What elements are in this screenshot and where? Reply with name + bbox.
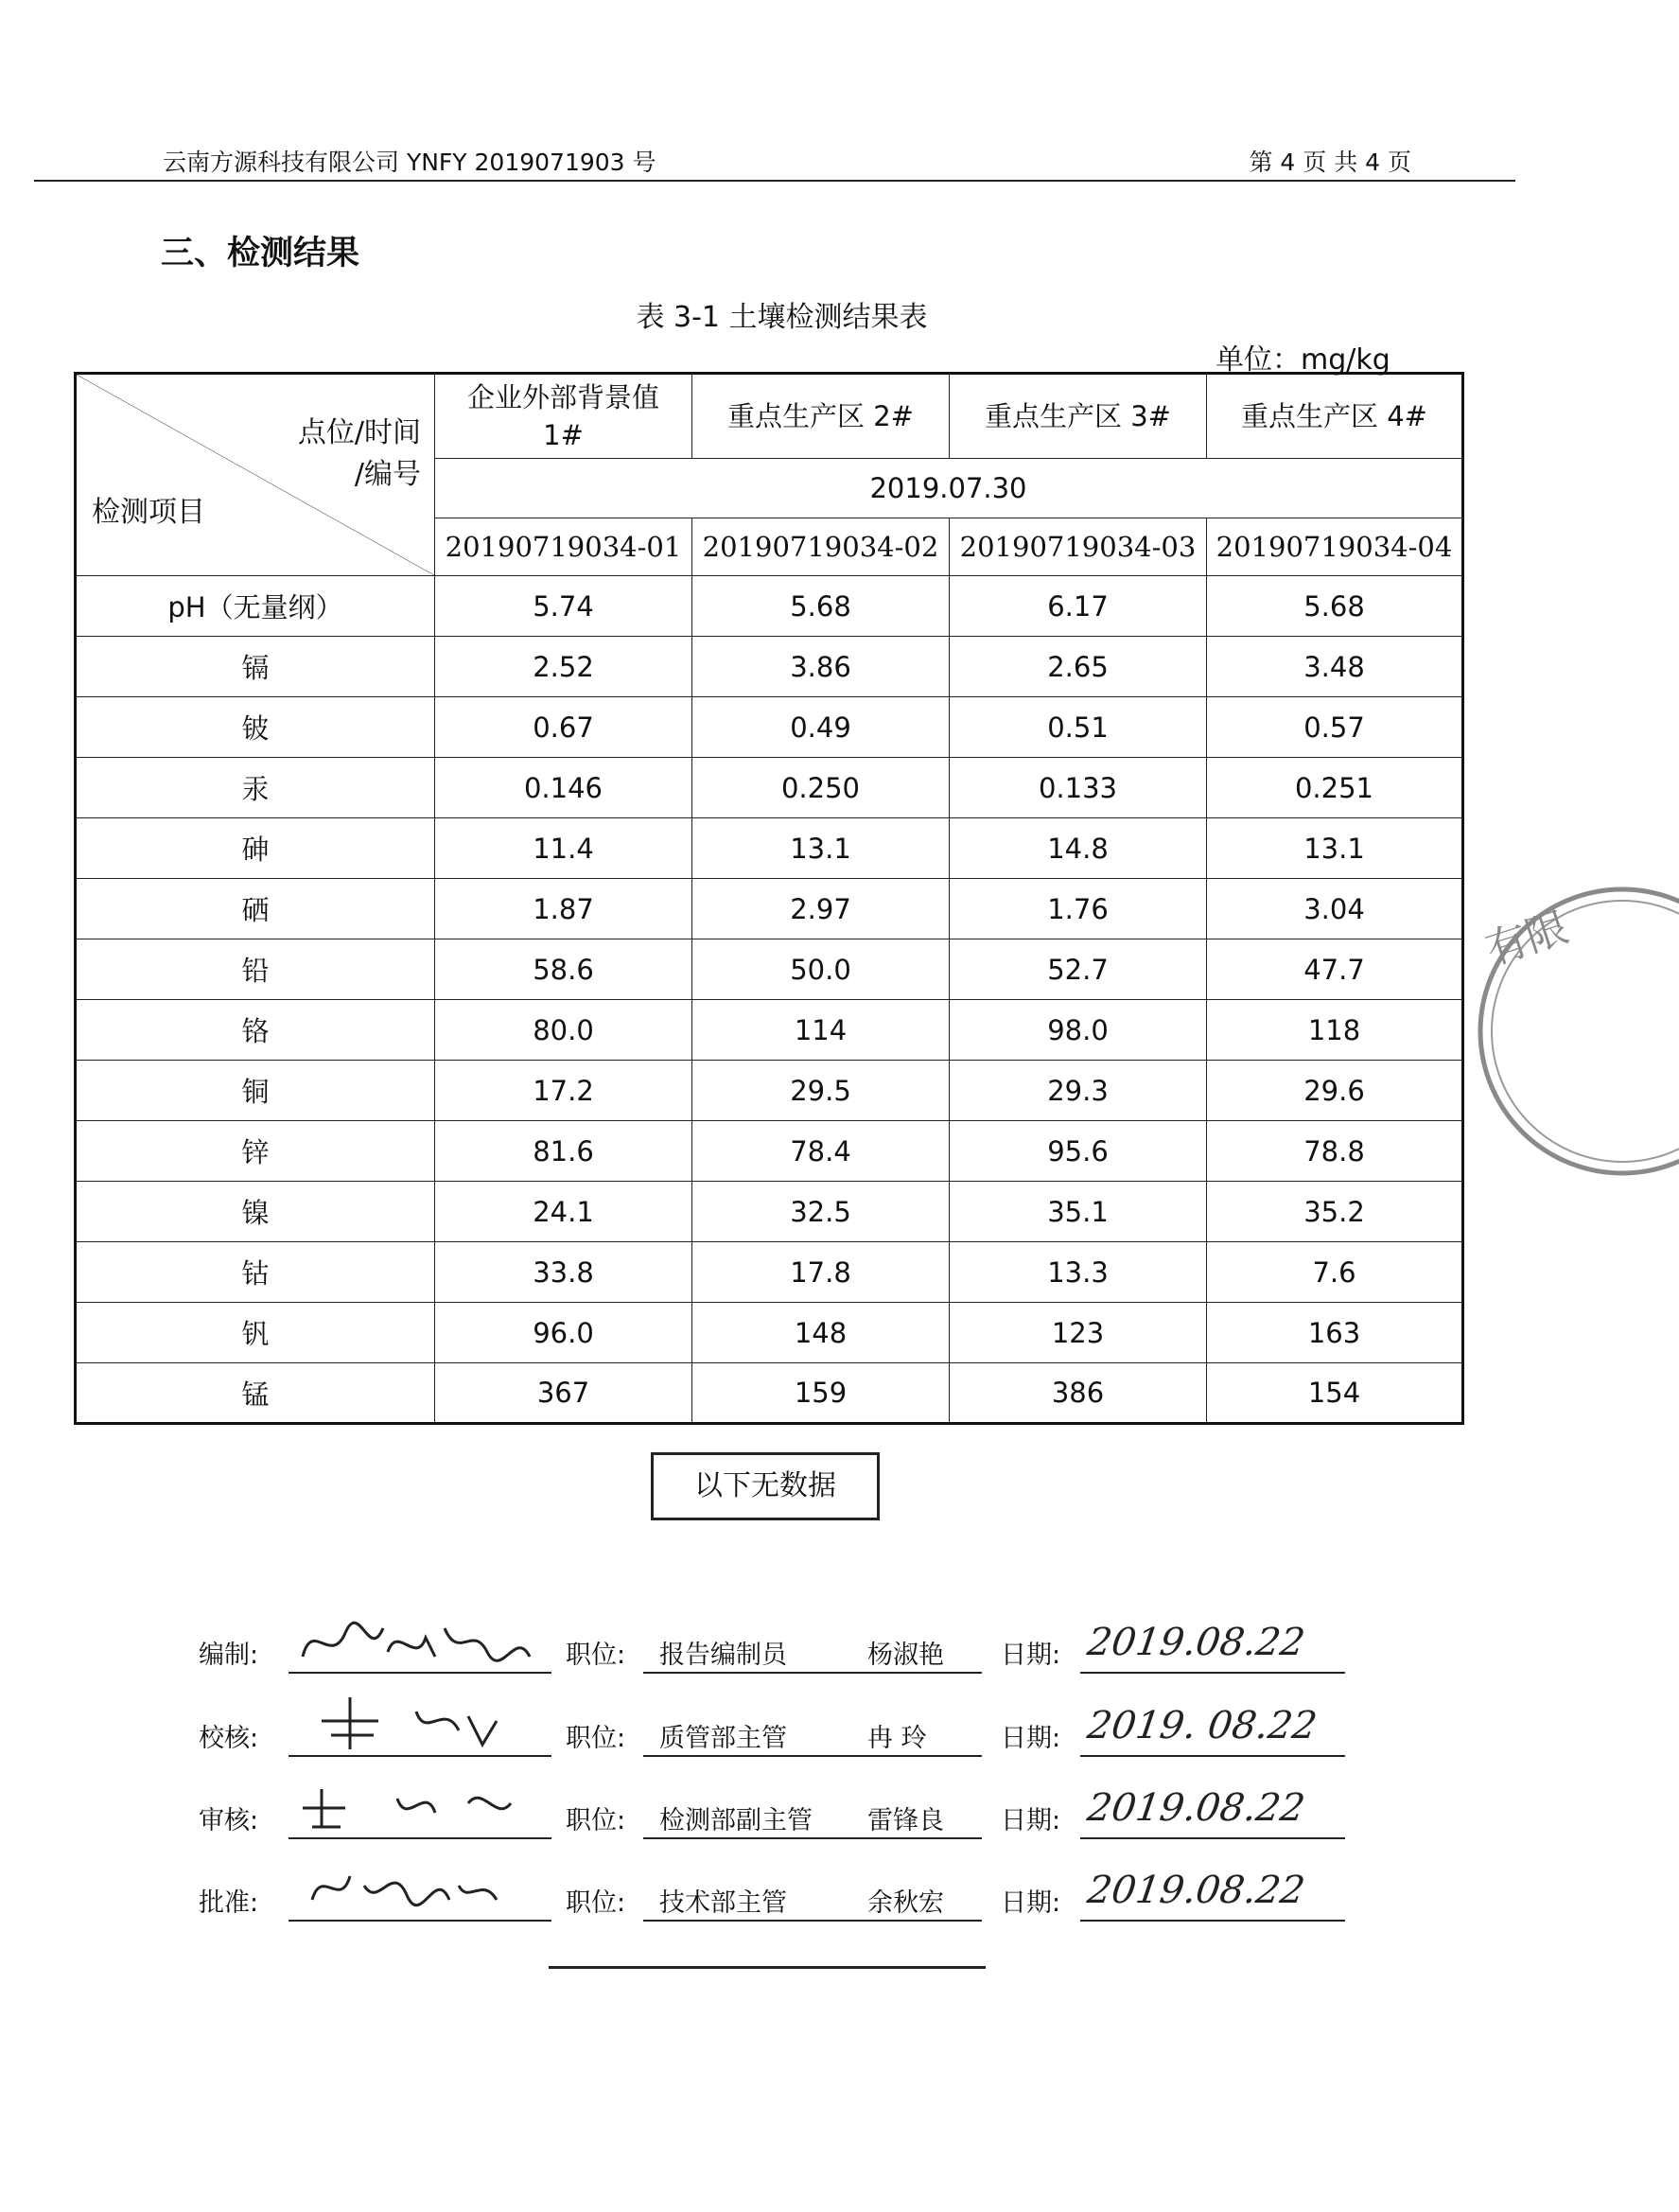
result-value: 5.74 <box>435 576 692 637</box>
test-item: 钴 <box>76 1242 435 1303</box>
test-item: 铬 <box>76 1000 435 1061</box>
date-label: 日期: <box>1001 1724 1061 1753</box>
table-title: 表 3-1 土壤检测结果表 <box>636 301 928 334</box>
table-row <box>76 1242 1463 1303</box>
result-value: 154 <box>1207 1363 1463 1424</box>
position-value: 检测部副主管 <box>659 1806 813 1835</box>
signature-row <box>0 1788 1564 1845</box>
result-value: 32.5 <box>692 1182 950 1242</box>
table-row <box>76 576 1463 637</box>
position-line <box>643 1672 982 1674</box>
handwritten-signature <box>293 1609 549 1676</box>
sampling-date: 2019.07.30 <box>435 459 1463 518</box>
handwritten-date: 2019.08.22 <box>1084 1786 1308 1830</box>
result-value: 29.6 <box>1207 1061 1463 1121</box>
role-label: 校核: <box>199 1724 259 1753</box>
date-label: 日期: <box>1001 1806 1061 1835</box>
table-row <box>76 1303 1463 1363</box>
date-line <box>1080 1837 1345 1839</box>
result-value: 29.3 <box>950 1061 1207 1121</box>
result-value: 13.3 <box>950 1242 1207 1303</box>
result-value: 0.251 <box>1207 758 1463 818</box>
handwritten-signature <box>293 1857 549 1923</box>
test-item: pH（无量纲） <box>76 576 435 637</box>
result-value: 0.49 <box>692 697 950 758</box>
result-value: 6.17 <box>950 576 1207 637</box>
unit-label: 单位：mg/kg <box>1216 343 1390 377</box>
position-label: 职位: <box>566 1724 626 1753</box>
person-name: 余秋宏 <box>867 1888 944 1918</box>
result-value: 58.6 <box>435 939 692 1000</box>
result-value: 24.1 <box>435 1182 692 1242</box>
result-value: 17.2 <box>435 1061 692 1121</box>
result-value: 78.8 <box>1207 1121 1463 1182</box>
table-row <box>76 637 1463 697</box>
test-item: 钒 <box>76 1303 435 1363</box>
result-value: 2.97 <box>692 879 950 939</box>
result-value: 35.1 <box>950 1182 1207 1242</box>
result-value: 0.67 <box>435 697 692 758</box>
position-line <box>643 1920 982 1922</box>
signature-line <box>289 1672 551 1674</box>
result-value: 3.04 <box>1207 879 1463 939</box>
table-row <box>76 697 1463 758</box>
result-value: 159 <box>692 1363 950 1424</box>
table-row <box>76 1182 1463 1242</box>
table-row <box>76 1061 1463 1121</box>
result-value: 80.0 <box>435 1000 692 1061</box>
position-line <box>643 1755 982 1757</box>
signature-row <box>0 1706 1564 1763</box>
result-value: 17.8 <box>692 1242 950 1303</box>
section-title: 三、检测结果 <box>161 235 360 272</box>
official-seal <box>1471 880 1575 1183</box>
date-label: 日期: <box>1001 1641 1061 1670</box>
signature-line <box>289 1920 551 1922</box>
site-header-row <box>76 374 1463 459</box>
person-name: 冉 玲 <box>867 1724 927 1753</box>
test-item: 镉 <box>76 637 435 697</box>
result-value: 11.4 <box>435 818 692 879</box>
table-row <box>76 939 1463 1000</box>
result-value: 3.86 <box>692 637 950 697</box>
result-value: 5.68 <box>1207 576 1463 637</box>
test-item: 汞 <box>76 758 435 818</box>
sample-code: 20190719034-01 <box>435 518 692 576</box>
test-item: 锌 <box>76 1121 435 1182</box>
handwritten-date: 2019. 08.22 <box>1084 1704 1320 1747</box>
result-value: 2.52 <box>435 637 692 697</box>
site-header: 重点生产区 3# <box>950 374 1207 459</box>
corner-top-label: 点位/时间 /编号 <box>297 416 421 491</box>
result-value: 1.87 <box>435 879 692 939</box>
result-value: 7.6 <box>1207 1242 1463 1303</box>
test-item: 铜 <box>76 1061 435 1121</box>
corner-bottom-label: 检测项目 <box>92 496 205 529</box>
role-label: 批准: <box>199 1888 259 1918</box>
result-value: 0.146 <box>435 758 692 818</box>
position-value: 技术部主管 <box>659 1888 787 1918</box>
role-label: 编制: <box>199 1641 259 1670</box>
signature-line <box>289 1837 551 1839</box>
handwritten-signature <box>293 1775 549 1841</box>
result-value: 0.250 <box>692 758 950 818</box>
test-item: 镍 <box>76 1182 435 1242</box>
result-value: 163 <box>1207 1303 1463 1363</box>
table-row <box>76 1121 1463 1182</box>
result-value: 367 <box>435 1363 692 1424</box>
corner-cell <box>76 374 435 576</box>
result-value: 114 <box>692 1000 950 1061</box>
result-value: 0.133 <box>950 758 1207 818</box>
position-value: 质管部主管 <box>659 1724 787 1753</box>
bottom-rule <box>549 1966 986 1969</box>
result-value: 35.2 <box>1207 1182 1463 1242</box>
test-item: 砷 <box>76 818 435 879</box>
person-name: 雷锋良 <box>867 1806 944 1835</box>
sample-code: 20190719034-04 <box>1207 518 1463 576</box>
handwritten-signature <box>293 1693 549 1759</box>
result-value: 13.1 <box>692 818 950 879</box>
date-label: 日期: <box>1001 1888 1061 1918</box>
table-row <box>76 758 1463 818</box>
result-value: 96.0 <box>435 1303 692 1363</box>
result-value: 78.4 <box>692 1121 950 1182</box>
test-item: 铅 <box>76 939 435 1000</box>
signature-line <box>289 1755 551 1757</box>
test-item: 锰 <box>76 1363 435 1424</box>
result-value: 14.8 <box>950 818 1207 879</box>
result-value: 33.8 <box>435 1242 692 1303</box>
result-value: 0.57 <box>1207 697 1463 758</box>
table-row <box>76 818 1463 879</box>
page-number: 第 4 页 共 4 页 <box>1249 149 1411 176</box>
result-value: 386 <box>950 1363 1207 1424</box>
page-header <box>34 142 1515 182</box>
result-value: 47.7 <box>1207 939 1463 1000</box>
result-value: 0.51 <box>950 697 1207 758</box>
result-value: 29.5 <box>692 1061 950 1121</box>
position-value: 报告编制员 <box>659 1641 787 1670</box>
result-value: 148 <box>692 1303 950 1363</box>
site-header: 重点生产区 2# <box>692 374 950 459</box>
position-label: 职位: <box>566 1641 626 1670</box>
handwritten-date: 2019.08.22 <box>1084 1869 1308 1912</box>
position-label: 职位: <box>566 1888 626 1918</box>
role-label: 审核: <box>199 1806 259 1835</box>
result-value: 50.0 <box>692 939 950 1000</box>
result-value: 95.6 <box>950 1121 1207 1182</box>
result-value: 2.65 <box>950 637 1207 697</box>
site-header: 企业外部背景值 1# <box>435 374 692 459</box>
person-name: 杨淑艳 <box>867 1641 944 1670</box>
site-header: 重点生产区 4# <box>1207 374 1463 459</box>
table-row <box>76 879 1463 939</box>
test-item: 硒 <box>76 879 435 939</box>
end-of-data-box: 以下无数据 <box>651 1452 880 1520</box>
signature-row <box>0 1623 1564 1679</box>
date-line <box>1080 1672 1345 1674</box>
result-value: 123 <box>950 1303 1207 1363</box>
seal-text: 有限 <box>1479 903 1575 975</box>
report-number: 云南方源科技有限公司 YNFY 2019071903 号 <box>163 149 656 176</box>
test-item: 铍 <box>76 697 435 758</box>
results-table <box>74 372 1464 1425</box>
result-value: 3.48 <box>1207 637 1463 697</box>
result-value: 98.0 <box>950 1000 1207 1061</box>
result-value: 1.76 <box>950 879 1207 939</box>
sample-code: 20190719034-03 <box>950 518 1207 576</box>
sample-code: 20190719034-02 <box>692 518 950 576</box>
result-value: 118 <box>1207 1000 1463 1061</box>
result-value: 52.7 <box>950 939 1207 1000</box>
result-value: 5.68 <box>692 576 950 637</box>
signature-row <box>0 1870 1564 1927</box>
data-rows <box>76 576 1463 1424</box>
result-value: 81.6 <box>435 1121 692 1182</box>
position-label: 职位: <box>566 1806 626 1835</box>
result-value: 13.1 <box>1207 818 1463 879</box>
position-line <box>643 1837 982 1839</box>
table-row <box>76 1000 1463 1061</box>
table-row <box>76 1363 1463 1424</box>
date-line <box>1080 1920 1345 1922</box>
handwritten-date: 2019.08.22 <box>1084 1621 1308 1664</box>
date-line <box>1080 1755 1345 1757</box>
